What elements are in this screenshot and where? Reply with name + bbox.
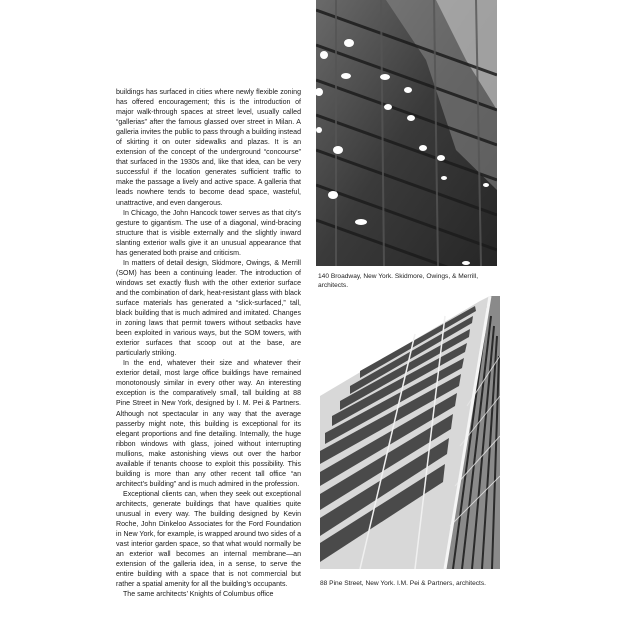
figure-caption: 140 Broadway, New York. Skidmore, Owings, & Merrill, architects.	[318, 273, 479, 289]
paragraph: The same architects’ Knights of Columbus office	[123, 591, 274, 599]
paragraph: Exceptional clients can, when they seek out exceptional architects, generate buildings that have qualities quite unusual in every way. The building designed by Kevin Roche, John Dinkeloo Associates for the Ford Foundation in New York, for example, is wrapped around two sides of a vast interior garden space, so that what would normally be an exterior wall becomes an internal membrane—an extension of the galleria idea, in a sense, to serve the entire building with a space that is not commercial but rather a spatial amenity for all the building’s occupants.	[116, 490, 301, 589]
body-text-column	[116, 88, 301, 600]
photo-140-broadway	[316, 0, 497, 266]
photo-88-pine-street	[320, 296, 500, 569]
paragraph: In Chicago, the John Hancock tower serves as that city’s gesture to gigantism. The use of a diagonal, wind-bracing structure that is visible externally and the slightly inward slanting exterior walls give it an unusual appearance that has generated both praise and criticism.	[116, 209, 301, 257]
paragraph: In matters of detail design, Skidmore, Owings, & Merrill (SOM) has been a continuing leader. The introduction of windows set exactly flush with the other exterior surface and the combination of dark, heat-resistant glass with black surface materials has generated a “slick-surfaced,” tall, black building that is much admired and imitated. Changes in zoning laws that permit towers without setbacks have been exploited in various ways, but the SOM towers, with exterior surfaces that scoop out at the base, are particularly striking.	[116, 259, 301, 358]
paragraph: buildings has surfaced in cities where newly flexible zoning has offered encouragement; this is the introduction of major walk-through spaces at street level, usually called “gallerias” after the famous glassed over street in Milan. A galleria invites the public to pass through a building instead of skirting it on outer sidewalks and plazas. It is an extension of the concept of the underground “concourse” that surfaced in the 1930s and, like that idea, can be very successful if the location generates sufficient traffic to make the passage a lively and active space. A galleria that leads nowhere tends to become dead space, wasteful, unattractive, and even dangerous.	[116, 89, 301, 207]
figure-caption: 88 Pine Street, New York. I.M. Pei & Partners, architects.	[320, 580, 487, 587]
paragraph: In the end, whatever their size and whatever their exterior detail, most large office buildings have remained monotonously similar in every other way. An interesting exception is the comparatively small, tall building at 88 Pine Street in New York, designed by I. M. Pei & Partners. Although not spectacular in any way that the average passerby might note, this building is exceptional for its elegant proportions and fine detailing. Internally, the huge ribbon windows with glass, joined without interrupting mullions, make astonishing views out over the harbor available if tenants choose to exploit this possibility. This building is more than any other recent tall office “an architect’s building” and is much admired in the profession.	[116, 360, 301, 488]
